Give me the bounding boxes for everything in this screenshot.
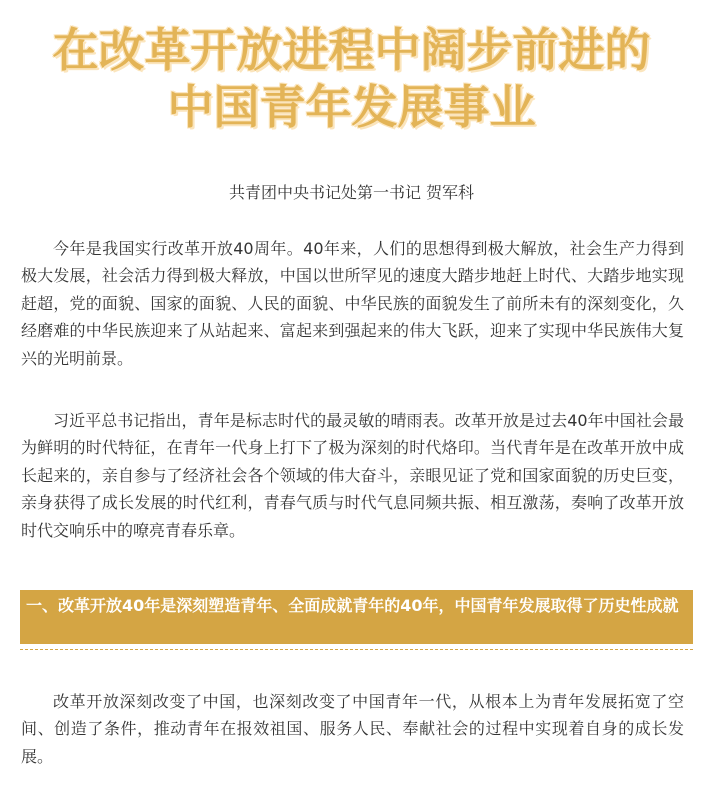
paragraph-youth: 习近平总书记指出，青年是标志时代的最灵敏的晴雨表。改革开放是过去40年中国社会最为鲜明的时代特征，在青年一代身上打下了极为深刻的时代烙印。当代青年是在改革开放中成长起来的，亲自参与了经济社会各个领域的伟大奋斗，亲眼见证了党和国家面貌的历史巨变，亲身获得了成长发展的时代红利，青春气质与时代气息同频共振、相互激荡，奏响了改革开放时代交响乐中的嘹亮青春乐章。	[21, 411, 684, 540]
article-title-line-2: 中国青年发展事业	[167, 80, 536, 134]
author-byline: 共青团中央书记处第一书记 贺军科	[228, 183, 475, 202]
section-heading-1: 一、改革开放40年是深刻塑造青年、全面成就青年的40年，中国青年发展取得了历史性成就	[20, 590, 693, 644]
article-title	[0, 22, 703, 136]
section-divider	[20, 649, 693, 650]
paragraph-section-1: 改革开放深刻改变了中国，也深刻改变了中国青年一代，从根本上为青年发展拓宽了空间、创造了条件，推动青年在报效祖国、服务人民、奉献社会的过程中实现着自身的成长发展。	[21, 692, 684, 766]
article-title-line-1: 在改革开放进程中阔步前进的	[52, 23, 651, 77]
paragraph-intro: 今年是我国实行改革开放40周年。40年来，人们的思想得到极大解放，社会生产力得到极大发展，社会活力得到极大释放，中国以世所罕见的速度大踏步地赶上时代、大踏步地实现赶超，党的面貌、国家的面貌、人民的面貌、中华民族的面貌发生了前所未有的深刻变化，久经磨难的中华民族迎来了从站起来、富起来到强起来的伟大飞跃，迎来了实现中华民族伟大复兴的光明前景。	[21, 239, 684, 368]
